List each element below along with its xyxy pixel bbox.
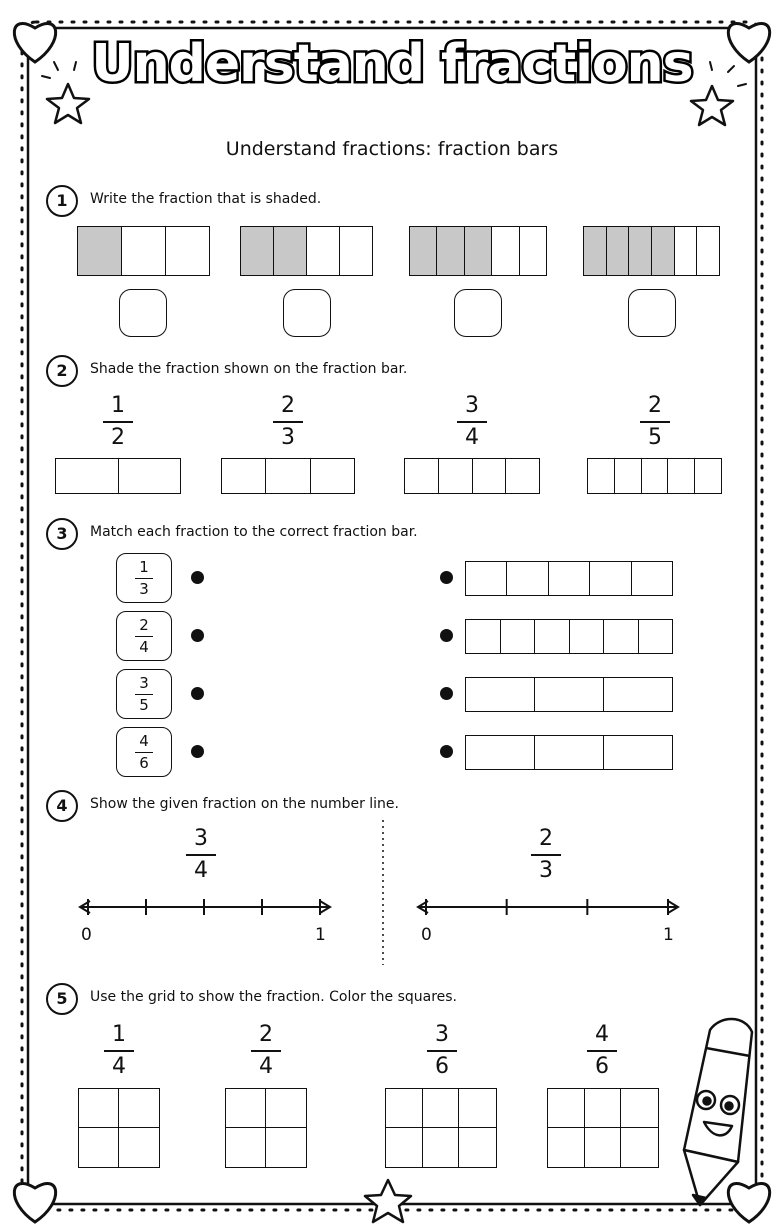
grid-square[interactable]: [266, 1089, 306, 1128]
fraction-label: [587, 1024, 617, 1078]
fraction-line: [251, 1050, 281, 1052]
denominator: 3: [539, 858, 553, 883]
numerator: 2: [539, 826, 553, 851]
fraction-label: [427, 1024, 457, 1078]
number-line[interactable]: [80, 899, 330, 915]
fraction-line: [104, 1050, 134, 1052]
number-line-end-label: 1: [315, 925, 326, 945]
grid-square[interactable]: [548, 1089, 585, 1128]
grid-square[interactable]: [459, 1128, 496, 1167]
worksheet-subtitle: Understand fractions: fraction bars: [225, 138, 559, 160]
grid-square[interactable]: [119, 1128, 159, 1167]
numerator: 1: [139, 557, 149, 576]
grid-square[interactable]: [226, 1128, 266, 1167]
number-line[interactable]: [418, 899, 678, 915]
color-grid[interactable]: [225, 1088, 307, 1168]
denominator: 4: [194, 858, 208, 883]
question-text-4: Show the given fraction on the number line.: [90, 796, 399, 812]
grid-square[interactable]: [386, 1089, 423, 1128]
question-number-5: 5: [46, 983, 78, 1015]
grid-square[interactable]: [585, 1089, 622, 1128]
denominator: 6: [435, 1054, 449, 1079]
color-grid[interactable]: [385, 1088, 497, 1168]
numerator: 1: [112, 1022, 126, 1047]
numerator: 3: [465, 393, 479, 418]
denominator: 4: [465, 425, 479, 450]
color-grid[interactable]: [78, 1088, 160, 1168]
numerator: 3: [194, 826, 208, 851]
number-line-start-label: 0: [81, 925, 92, 945]
question-text-5: Use the grid to show the fraction. Color the squares.: [90, 989, 458, 1005]
denominator: 4: [139, 637, 149, 656]
color-grid[interactable]: [547, 1088, 659, 1168]
numerator: 3: [435, 1022, 449, 1047]
grid-square[interactable]: [266, 1128, 306, 1167]
numerator: 2: [281, 393, 295, 418]
worksheet-title: Understand fractions: [91, 34, 693, 94]
denominator: 5: [139, 695, 149, 714]
fraction-label: [104, 1024, 134, 1078]
grid-square[interactable]: [423, 1128, 460, 1167]
number-line-start-label: 0: [421, 925, 432, 945]
fraction-line: [587, 1050, 617, 1052]
numerator: 2: [139, 615, 149, 634]
denominator: 4: [259, 1054, 273, 1079]
denominator: 3: [281, 425, 295, 450]
numerator: 4: [595, 1022, 609, 1047]
fraction-line: [427, 1050, 457, 1052]
grid-square[interactable]: [79, 1089, 119, 1128]
denominator: 2: [111, 425, 125, 450]
grid-square[interactable]: [79, 1128, 119, 1167]
numerator: 1: [111, 393, 125, 418]
grid-square[interactable]: [548, 1128, 585, 1167]
grid-square[interactable]: [226, 1089, 266, 1128]
question-number-1: 1: [46, 185, 78, 217]
numerator: 3: [139, 673, 149, 692]
question-text-1: Write the fraction that is shaded.: [90, 191, 322, 207]
question-number-2: 2: [46, 355, 78, 387]
grid-square[interactable]: [621, 1089, 658, 1128]
denominator: 5: [648, 425, 662, 450]
question-number-4: 4: [46, 790, 78, 822]
grid-square[interactable]: [585, 1128, 622, 1167]
grid-square[interactable]: [621, 1128, 658, 1167]
number-line-end-label: 1: [663, 925, 674, 945]
question-text-3: Match each fraction to the correct fraction bar.: [90, 524, 418, 540]
denominator: 6: [139, 753, 149, 772]
numerator: 4: [139, 731, 149, 750]
numerator: 2: [259, 1022, 273, 1047]
question-text-2: Shade the fraction shown on the fraction bar.: [90, 361, 408, 377]
grid-square[interactable]: [423, 1089, 460, 1128]
question-number-3: 3: [46, 518, 78, 550]
numerator: 2: [648, 393, 662, 418]
denominator: 3: [139, 579, 149, 598]
denominator: 4: [112, 1054, 126, 1079]
grid-square[interactable]: [386, 1128, 423, 1167]
grid-square[interactable]: [459, 1089, 496, 1128]
denominator: 6: [595, 1054, 609, 1079]
grid-square[interactable]: [119, 1089, 159, 1128]
fraction-label: [251, 1024, 281, 1078]
